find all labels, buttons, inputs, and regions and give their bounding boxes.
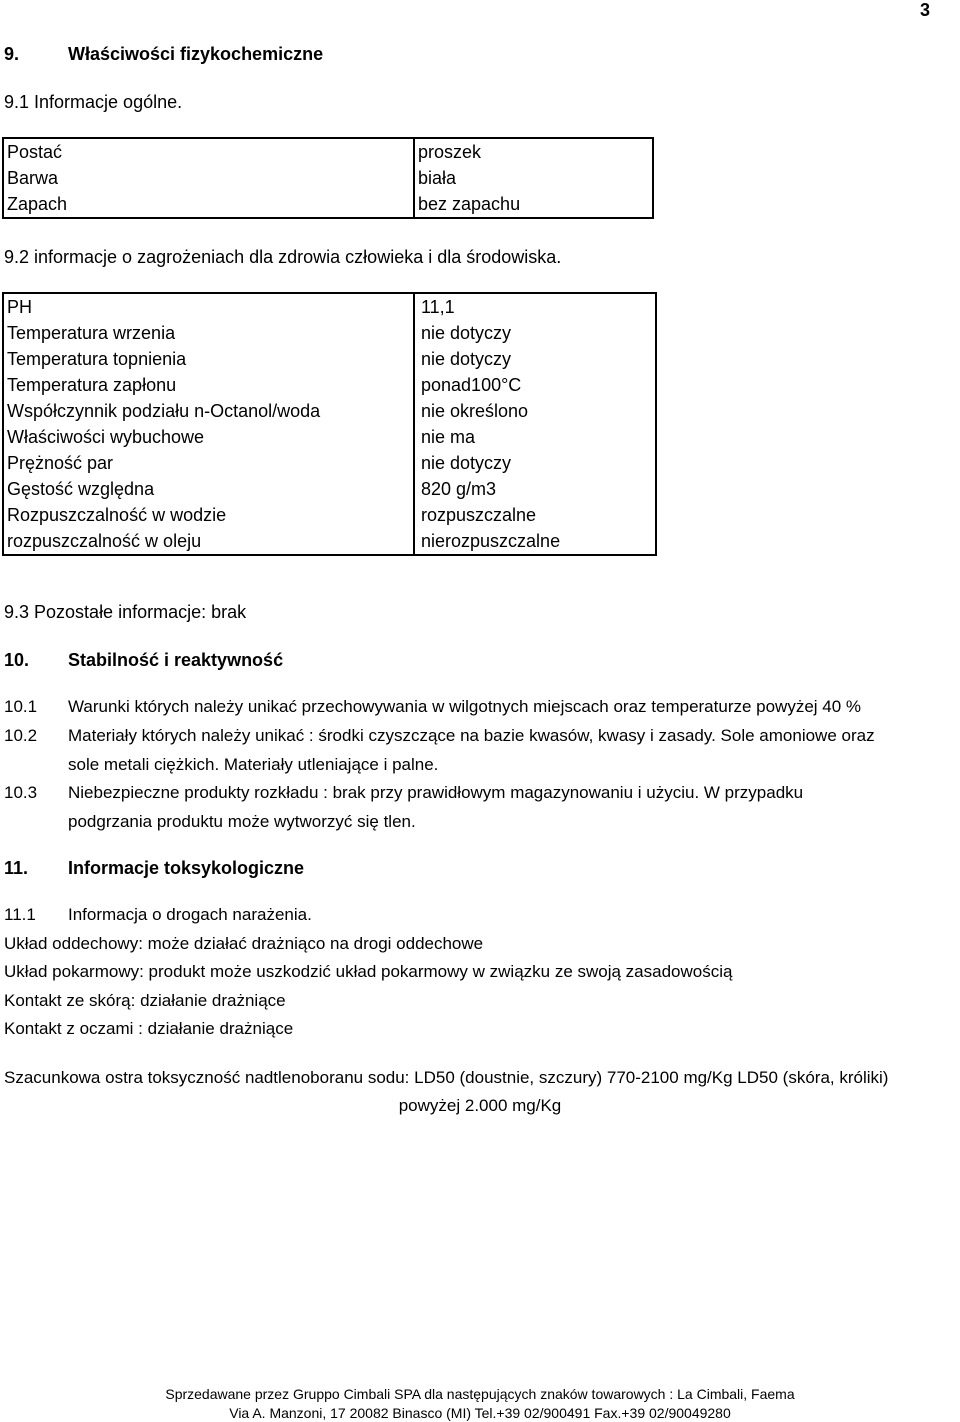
section-10-number: 10. — [4, 650, 30, 670]
table-row — [3, 502, 656, 528]
toxicity-text-line2: powyżej 2.000 mg/Kg — [398, 1096, 562, 1115]
table-row — [3, 528, 656, 555]
table-row — [3, 138, 653, 165]
table-row — [3, 450, 656, 476]
property-value: nie dotyczy — [421, 349, 512, 369]
section-9-1-heading: 9.1 Informacje ogólne. — [4, 92, 183, 112]
property-name: PH — [3, 293, 414, 320]
item-10-3-text-line1: Niebezpieczne produkty rozkładu : brak przy prawidłowym magazynowaniu i użyciu. W przypadku — [68, 783, 804, 802]
item-10-2-number: 10.2 — [4, 726, 38, 745]
footer-line2: Via A. Manzoni, 17 20082 Binasco (MI) Tel.+39 02/900491 Fax.+39 02/90049280 — [229, 1405, 731, 1421]
property-value: 11,1 — [421, 297, 455, 317]
property-value: proszek — [418, 142, 482, 162]
item-10-2-text-line2: sole metali ciężkich. Materiały utleniające i palne. — [68, 755, 439, 774]
property-value: nie dotyczy — [421, 453, 512, 473]
property-value: nie określono — [421, 401, 529, 421]
property-name: Temperatura wrzenia — [3, 320, 414, 346]
table-row — [3, 320, 656, 346]
toxicity-text-line1: Szacunkowa ostra toksyczność nadtlenoboranu sodu: LD50 (doustnie, szczury) 770-2100 mg/Kg LD50 (skóra, króliki) — [4, 1068, 889, 1087]
property-name: Postać — [3, 138, 414, 165]
property-value: biała — [418, 168, 457, 188]
property-value: ponad100°C — [421, 375, 522, 395]
table-row — [3, 424, 656, 450]
property-value: nierozpuszczalne — [421, 531, 561, 551]
property-name: rozpuszczalność w oleju — [3, 528, 414, 555]
section-9-number: 9. — [4, 44, 20, 64]
table-row — [3, 398, 656, 424]
item-10-2-text-line1: Materiały których należy unikać : środki czyszczące na bazie kwasów, kwasy i zasady. Sole amoniowe oraz — [68, 726, 875, 745]
section-11-title: Informacje toksykologiczne — [68, 858, 305, 878]
property-value: bez zapachu — [418, 194, 521, 214]
item-10-1-text: Warunki których należy unikać przechowywania w wilgotnych miejscach oraz temperaturze powyżej 40 % — [68, 697, 862, 716]
property-name: Temperatura zapłonu — [3, 372, 414, 398]
page-number: 3 — [919, 0, 930, 20]
exposure-line: Kontakt z oczami : działanie drażniące — [4, 1019, 294, 1038]
property-name: Właściwości wybuchowe — [3, 424, 414, 450]
general-properties-table — [2, 137, 654, 219]
property-name: Gęstość względna — [3, 476, 414, 502]
exposure-line: Kontakt ze skórą: działanie drażniące — [4, 991, 286, 1010]
item-10-3-text-line2: podgrzania produktu może wytworzyć się tlen. — [68, 812, 416, 831]
property-value: rozpuszczalne — [421, 505, 537, 525]
footer-line1: Sprzedawane przez Gruppo Cimbali SPA dla następujących znaków towarowych : La Cimbali, Faema — [165, 1386, 795, 1402]
table-row — [3, 346, 656, 372]
item-10-3-number: 10.3 — [4, 783, 38, 802]
section-10-title: Stabilność i reaktywność — [68, 650, 284, 670]
property-name: Barwa — [3, 165, 414, 191]
table-row — [3, 165, 653, 191]
section-9-2-heading: 9.2 informacje o zagrożeniach dla zdrowia człowieka i dla środowiska. — [4, 247, 562, 267]
property-name: Temperatura topnienia — [3, 346, 414, 372]
section-9-3-text: 9.3 Pozostałe informacje: brak — [4, 602, 247, 622]
property-value: 820 g/m3 — [421, 479, 497, 499]
table-row — [3, 372, 656, 398]
section-9-title: Właściwości fizykochemiczne — [68, 44, 324, 64]
item-11-1-number: 11.1 — [4, 905, 36, 924]
exposure-line: Układ oddechowy: może działać drażniąco na drogi oddechowe — [4, 934, 484, 953]
property-name: Prężność par — [3, 450, 414, 476]
section-11-number: 11. — [4, 858, 29, 878]
hazard-properties-table — [2, 292, 657, 556]
item-11-1-text: Informacja o drogach narażenia. — [68, 905, 312, 924]
table-row — [3, 293, 656, 320]
property-name: Współczynnik podziału n-Octanol/woda — [3, 398, 414, 424]
property-name: Zapach — [3, 191, 414, 218]
property-name: Rozpuszczalność w wodzie — [3, 502, 414, 528]
table-row — [3, 191, 653, 218]
table-row — [3, 476, 656, 502]
exposure-line: Układ pokarmowy: produkt może uszkodzić układ pokarmowy w związku ze swoją zasadowością — [4, 962, 733, 981]
item-10-1-number: 10.1 — [4, 697, 38, 716]
property-value: nie dotyczy — [421, 323, 512, 343]
property-value: nie ma — [421, 427, 476, 447]
